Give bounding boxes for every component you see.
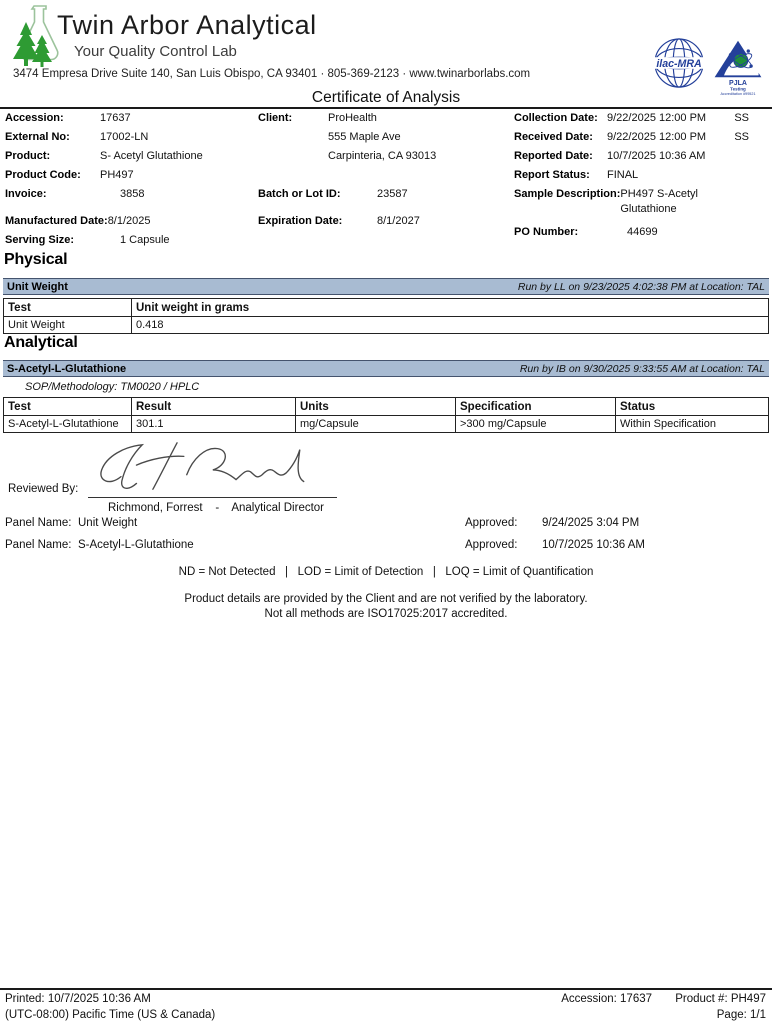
field-po-number [514,225,767,244]
column-header: Specification [456,398,616,416]
signature-line [88,497,337,498]
field-accession [5,111,258,130]
field-reported-date [514,149,767,168]
panel-title: Unit Weight [7,280,68,293]
field-label: Reported Date: [514,150,593,162]
field-label: Manufactured Date: [5,215,108,227]
company-address: 3474 Empresa Drive Suite 140, San Luis Obispo, CA 93401 · 805-369-2123 · www.twinarborlabs.com [13,68,531,80]
physical-panel-band [3,278,769,295]
header-divider [0,107,772,109]
client-address: 555 Maple Ave [328,131,401,143]
field-product-code [5,168,258,187]
disclaimer-line1: Product details are provided by the Client and are not verified by the laboratory. [184,593,588,605]
client-address-line1 [258,130,514,149]
document-title: Certificate of Analysis [311,89,461,106]
table-header-row [4,299,769,317]
field-collection-date [514,111,767,130]
signature-image [88,438,328,496]
table-cell: 301.1 [132,416,296,433]
pjla-label: PJLA [729,79,747,87]
sop-methodology: SOP/Methodology: TM0020 / HPLC [25,381,200,393]
field-label: PO Number: [514,226,579,238]
field-label: Report Status: [514,169,590,181]
table-cell: 0.418 [132,317,769,334]
panel-name: Unit Weight [78,517,138,529]
field-value: 17002-LN [100,131,149,143]
field-value: 3858 [120,188,145,200]
column-header: Units [296,398,456,416]
field-label: Client: [258,112,293,124]
field-label: Product Code: [5,169,81,181]
field-value: FINAL [607,169,639,181]
analytical-section-title: Analytical [4,334,78,351]
company-tagline: Your Quality Control Lab [74,43,237,60]
table-cell: S-Acetyl-L-Glutathione [4,416,132,433]
column-header: Test [4,398,132,416]
approved-label: Approved: [465,539,518,551]
field-label: Product: [5,150,51,162]
footer-product-number: Product #: PH497 [675,993,766,1005]
physical-section-title: Physical [4,251,68,268]
panel-title: S-Acetyl-L-Glutathione [7,362,127,375]
pjla-accreditation-number: Accreditation #99521 [720,92,756,96]
column-header: Unit weight in grams [132,299,769,317]
panel-name-label: Panel Name: [5,539,72,551]
footer-accession-product [561,993,766,1005]
analytical-panel-band [3,360,769,377]
field-report-status [514,168,767,187]
page-number: Page: 1/1 [716,1009,766,1021]
ilac-mra-logo [652,36,706,90]
client-name: ProHealth [328,112,377,124]
field-batch-lot-id [258,187,514,206]
field-label: Sample Description: [514,188,621,200]
panel-name-label: Panel Name: [5,517,72,529]
column-header: Status [616,398,769,416]
approved-label: Approved: [465,517,518,529]
pjla-logo [711,38,765,96]
field-value: S- Acetyl Glutathione [100,150,203,162]
client-address: Carpinteria, CA 93013 [328,150,437,162]
field-value: 1 Capsule [120,234,170,246]
footer-accession: Accession: 17637 [561,993,653,1005]
physical-table [3,298,769,334]
field-value: 9/22/2025 12:00 PM [607,112,707,124]
ilac-mra-label: ilac-MRA [656,57,702,70]
spacer [258,168,514,187]
info-grid [5,111,767,252]
run-info: Run by IB on 9/30/2025 9:33:55 AM at Location: TAL [519,362,765,375]
info-column-right [514,111,767,252]
field-value: 10/7/2025 10:36 AM [607,150,706,162]
info-column-left [5,111,258,252]
field-sample-description [514,187,767,225]
field-invoice [5,187,258,206]
field-manufactured-date [5,214,258,233]
field-external-no [5,130,258,149]
client-address-line2 [258,149,514,168]
field-value: 8/1/2025 [107,215,151,227]
field-expiration-date [258,214,514,233]
approved-date: 10/7/2025 10:36 AM [542,539,645,551]
panel-name: S-Acetyl-L-Glutathione [78,539,194,551]
pjla-sub-label: Testing [730,86,746,92]
table-row [4,317,769,334]
field-value: PH497 [100,169,134,181]
field-value: 17637 [100,112,131,124]
field-client [258,111,514,130]
field-label: Batch or Lot ID: [258,188,341,200]
spacer [5,206,258,214]
reviewer-name-title: Richmond, Forrest - Analytical Director [108,502,325,514]
run-info: Run by LL on 9/23/2025 4:02:38 PM at Location: TAL [517,280,765,293]
table-header-row [4,398,769,416]
printed-timestamp: Printed: 10/7/2025 10:36 AM [5,993,151,1005]
company-name: Twin Arbor Analytical [57,10,317,40]
table-cell: mg/Capsule [296,416,456,433]
field-label: Expiration Date: [258,215,343,227]
collector-initials: SS [734,112,749,124]
reviewed-by-label: Reviewed By: [8,483,79,495]
field-value: PH497 S-Acetyl Glutathione [620,188,699,215]
approved-date: 9/24/2025 3:04 PM [542,517,640,529]
disclaimer-line2: Not all methods are ISO17025:2017 accredited. [264,608,508,620]
field-received-date [514,130,767,149]
field-value: 9/22/2025 12:00 PM [607,131,707,143]
field-serving-size [5,233,258,252]
field-label: Serving Size: [5,234,75,246]
table-cell: Within Specification [616,416,769,433]
field-product [5,149,258,168]
analytical-table [3,397,769,433]
panel-approval-row [5,517,767,533]
field-label: Invoice: [5,188,47,200]
field-value: 23587 [377,188,408,200]
column-header: Result [132,398,296,416]
field-label: Collection Date: [514,112,598,124]
panel-approval-row [5,539,767,555]
abbreviation-legend: ND = Not Detected | LOD = Limit of Detection | LOQ = Limit of Quantification [178,566,594,578]
timezone: (UTC-08:00) Pacific Time (US & Canada) [5,1009,216,1021]
spacer [258,206,514,214]
receiver-initials: SS [734,131,749,143]
field-label: Accession: [5,112,64,124]
field-value: 8/1/2027 [377,215,420,227]
field-label: External No: [5,131,70,143]
table-row [4,416,769,433]
table-cell: Unit Weight [4,317,132,334]
info-column-middle [258,111,514,252]
table-cell: >300 mg/Capsule [456,416,616,433]
field-label: Received Date: [514,131,593,143]
field-value: 44699 [627,226,658,238]
column-header: Test [4,299,132,317]
footer-divider [0,988,772,990]
